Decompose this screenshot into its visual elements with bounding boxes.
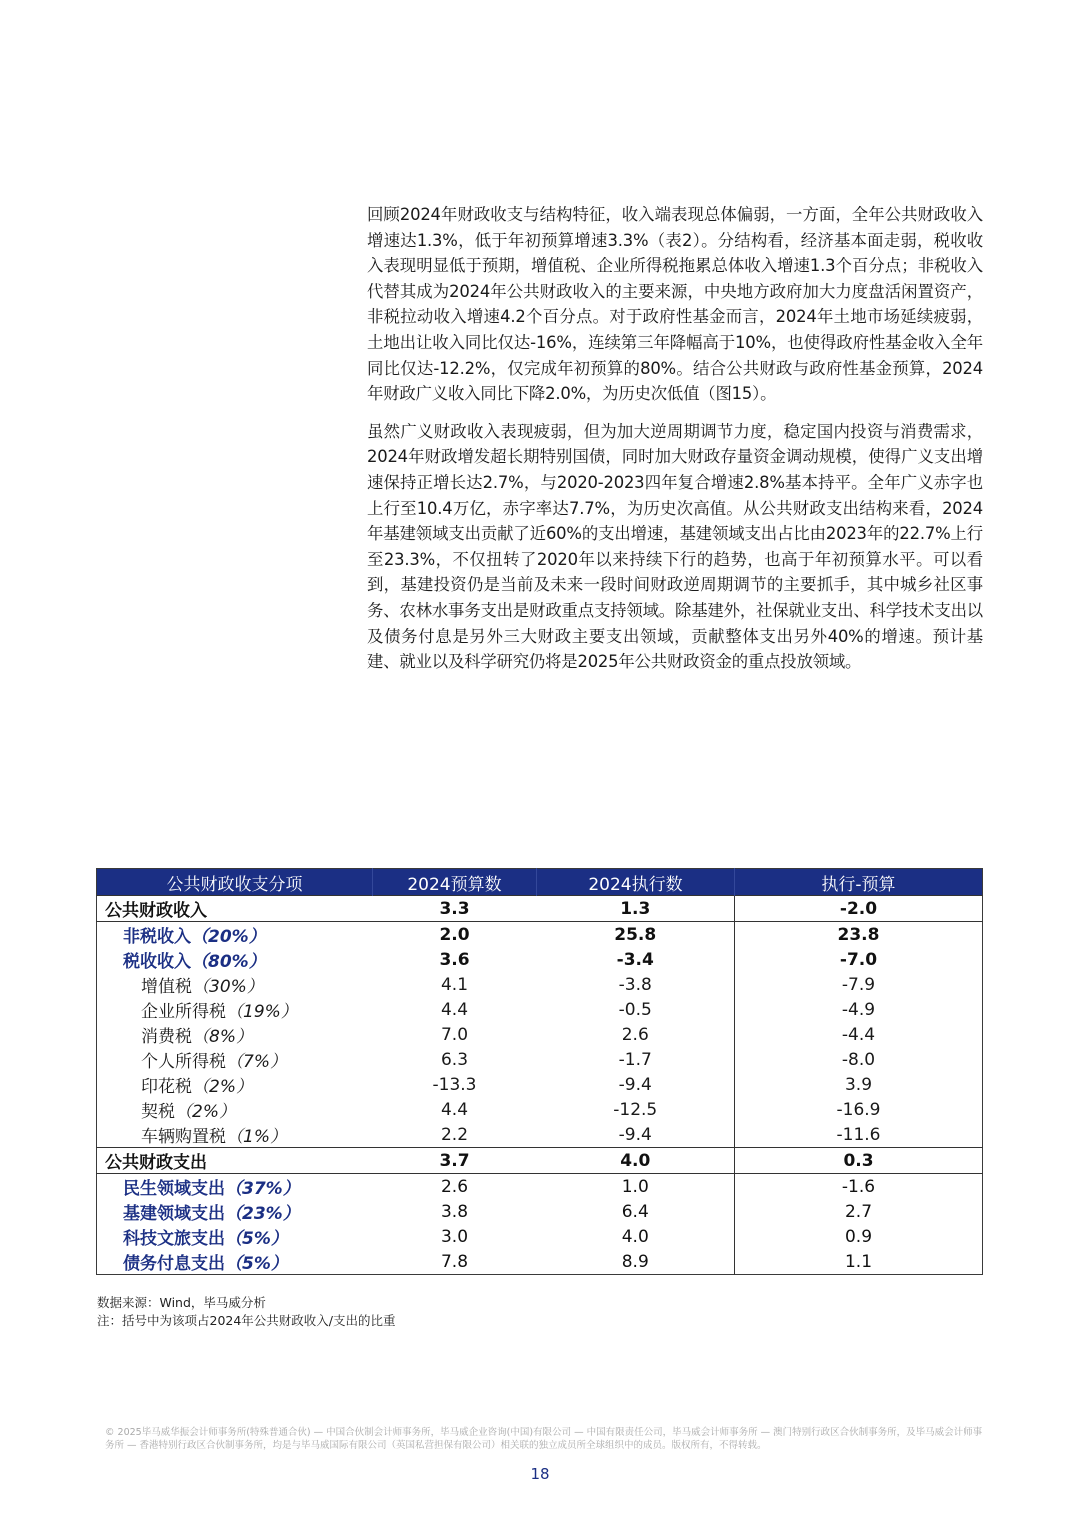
copyright-footer: © 2025毕马威华振会计师事务所(特殊普通合伙) — 中国合伙制会计师事务所，毕马威企业咨询(中国)有限公司 — 中国有限责任公司，毕马威会计师事务所 — 澳门特别行政区合伙制事务所，及毕马威会计师事务所 — 香港特别行政区合伙制事务所，均是与毕马威国际有限公司（英国私营担保有限公司）相关联的独立成员所全球组织中的成员。版权所有，不得转载。 xyxy=(105,1427,983,1451)
table-row xyxy=(97,947,983,972)
row-label xyxy=(97,1072,373,1097)
row-label xyxy=(97,972,373,997)
table-row xyxy=(97,896,983,922)
cell-actual: -3.4 xyxy=(616,949,654,970)
cell-actual: 6.4 xyxy=(621,1201,649,1222)
cell-budget: 3.3 xyxy=(439,898,470,919)
row-name: 非税收入 xyxy=(123,927,191,947)
cell-diff: -7.9 xyxy=(735,972,983,997)
fiscal-table-container xyxy=(96,868,982,1275)
cell-diff: -7.0 xyxy=(735,947,983,972)
row-name: 车辆购置税 xyxy=(141,1127,226,1147)
cell-budget: 2.6 xyxy=(440,1176,469,1197)
cell-actual: -12.5 xyxy=(613,1099,658,1120)
table-row xyxy=(97,972,983,997)
row-name: 债务付息支出 xyxy=(123,1254,225,1274)
table-row xyxy=(97,1122,983,1148)
row-label xyxy=(97,1047,373,1072)
row-name: 消费税 xyxy=(141,1027,192,1047)
header-item: 公共财政收支分项 xyxy=(97,869,373,896)
cell-diff: -2.0 xyxy=(735,896,983,922)
cell-diff: 1.1 xyxy=(735,1249,983,1275)
row-label xyxy=(97,1097,373,1122)
cell-actual: 2.6 xyxy=(621,1024,649,1045)
cell-diff: 2.7 xyxy=(735,1199,983,1224)
cell-budget: 6.3 xyxy=(440,1049,469,1070)
table-row xyxy=(97,1047,983,1072)
cell-actual: -9.4 xyxy=(618,1074,652,1095)
cell-budget: -13.3 xyxy=(432,1074,477,1095)
source-note: 数据来源：Wind，毕马威分析 xyxy=(97,1295,266,1310)
row-name: 个人所得税 xyxy=(141,1052,226,1072)
cell-actual: 25.8 xyxy=(614,924,657,945)
cell-diff: 0.9 xyxy=(735,1224,983,1249)
cell-diff: -11.6 xyxy=(735,1122,983,1148)
cell-budget: 7.0 xyxy=(440,1024,469,1045)
paragraph-2: 虽然广义财政收入表现疲弱，但为加大逆周期调节力度，稳定国内投资与消费需求，2024年财政增发超长期特别国债，同时加大财政存量资金调动规模，使得广义支出增速保持正增长达2.7%，与2020-2023四年复合增速2.8%基本持平。全年广义赤字也上行至10.4万亿，赤字率达7.7%，为历史次高值。从公共财政支出结构来看，2024年基建领域支出贡献了近60%的支出增速，基建领域支出占比由2023年的22.7%上行至23.3%，不仅扭转了2020年以来持续下行的趋势，也高于年初预算水平。可以看到，基建投资仍是当前及未来一段时间财政逆周期调节的主要抓手，其中城乡社区事务、农林水事务支出是财政重点支持领域。除基建外，社保就业支出、科学技术支出以及债务付息是另外三大财政主要支出领域，贡献整体支出另外40%的增速。预计基建、就业以及科学研究仍将是2025年公共财政资金的重点投放领域。 xyxy=(367,421,983,672)
row-share: （37%） xyxy=(225,1179,300,1199)
cell-budget: 3.0 xyxy=(440,1226,469,1247)
table-row xyxy=(97,1174,983,1200)
cell-diff: -1.6 xyxy=(735,1174,983,1200)
cell-actual: -9.4 xyxy=(618,1124,652,1145)
row-share: （5%） xyxy=(225,1229,288,1249)
cell-diff: -4.4 xyxy=(735,1022,983,1047)
row-name: 印花税 xyxy=(141,1077,192,1097)
row-name: 基建领域支出 xyxy=(123,1204,225,1224)
row-name: 税收收入 xyxy=(123,952,191,972)
cell-actual: 1.3 xyxy=(620,898,651,919)
table-row xyxy=(97,1199,983,1224)
bracket-note: 注：括号中为该项占2024年公共财政收入/支出的比重 xyxy=(97,1313,396,1328)
cell-budget: 3.6 xyxy=(439,949,470,970)
cell-diff: -4.9 xyxy=(735,997,983,1022)
row-name: 民生领域支出 xyxy=(123,1179,225,1199)
row-share: （7%） xyxy=(226,1052,287,1072)
paragraph-1: 回顾2024年财政收支与结构特征，收入端表现总体偏弱，一方面，全年公共财政收入增速达1.3%，低于年初预算增速3.3%（表2）。分结构看，经济基本面走弱，税收收入表现明显低于预期，增值税、企业所得税拖累总体收入增速1.3个百分点；非税收入代替其成为2024年公共财政收入的主要来源，中央地方政府加大力度盘活闲置资产，非税拉动收入增速4.2个百分点。对于政府性基金而言，2024年土地市场延续疲弱，土地出让收入同比仅达-16%，连续第三年降幅高于10%，也使得政府性基金收入全年同比仅达-12.2%，仅完成年初预算的80%。结合公共财政与政府性基金预算，2024年财政广义收入同比下降2.0%，为历史次低值（图15）。 xyxy=(367,205,983,404)
row-share: （1%） xyxy=(226,1127,287,1147)
cell-diff: -8.0 xyxy=(735,1047,983,1072)
row-share: （23%） xyxy=(225,1204,300,1224)
row-share: （5%） xyxy=(225,1254,288,1274)
row-label xyxy=(97,1022,373,1047)
cell-actual: 4.0 xyxy=(620,1150,651,1171)
table-row xyxy=(97,1148,983,1174)
page-number: 18 xyxy=(530,1465,550,1483)
cell-budget: 2.2 xyxy=(440,1124,469,1145)
cell-budget: 2.0 xyxy=(439,924,470,945)
fiscal-table xyxy=(96,868,983,1275)
row-label xyxy=(97,1122,373,1148)
row-label xyxy=(97,1249,373,1275)
header-diff: 执行-预算 xyxy=(735,869,983,896)
table-notes xyxy=(97,1294,396,1330)
row-name: 契税 xyxy=(141,1102,175,1122)
table-row xyxy=(97,1022,983,1047)
row-share: （30%） xyxy=(192,977,264,997)
cell-budget: 4.1 xyxy=(440,974,469,995)
cell-diff: 3.9 xyxy=(735,1072,983,1097)
row-label xyxy=(97,1174,373,1200)
cell-actual: -1.7 xyxy=(618,1049,652,1070)
row-name: 企业所得税 xyxy=(141,1002,226,1022)
cell-diff: -16.9 xyxy=(735,1097,983,1122)
row-name: 公共财政支出 xyxy=(105,1153,207,1173)
cell-actual: 1.0 xyxy=(621,1176,649,1197)
table-row xyxy=(97,1097,983,1122)
cell-actual: 8.9 xyxy=(621,1251,649,1272)
row-name: 增值税 xyxy=(141,977,192,997)
row-label xyxy=(97,997,373,1022)
table-row xyxy=(97,922,983,948)
row-share: （8%） xyxy=(192,1027,253,1047)
header-actual: 2024执行数 xyxy=(537,869,735,896)
cell-budget: 4.4 xyxy=(440,1099,469,1120)
table-row xyxy=(97,1072,983,1097)
table-row xyxy=(97,1249,983,1275)
cell-actual: -0.5 xyxy=(618,999,652,1020)
row-share: （19%） xyxy=(226,1002,298,1022)
row-label xyxy=(97,1148,373,1174)
table-row xyxy=(97,997,983,1022)
row-share: （2%） xyxy=(175,1102,236,1122)
row-share: （20%） xyxy=(191,927,266,947)
cell-budget: 7.8 xyxy=(440,1251,469,1272)
cell-actual: 4.0 xyxy=(621,1226,649,1247)
table-header-row xyxy=(97,869,983,896)
row-share: （2%） xyxy=(192,1077,253,1097)
table-row xyxy=(97,1224,983,1249)
cell-actual: -3.8 xyxy=(618,974,652,995)
body-text xyxy=(367,202,983,687)
row-label xyxy=(97,947,373,972)
cell-budget: 3.8 xyxy=(440,1201,469,1222)
cell-budget: 3.7 xyxy=(439,1150,470,1171)
row-label xyxy=(97,1224,373,1249)
cell-diff: 0.3 xyxy=(735,1148,983,1174)
cell-diff: 23.8 xyxy=(735,922,983,948)
row-label xyxy=(97,896,373,922)
cell-budget: 4.4 xyxy=(440,999,469,1020)
row-name: 公共财政收入 xyxy=(105,901,207,921)
header-budget: 2024预算数 xyxy=(373,869,537,896)
row-label xyxy=(97,1199,373,1224)
row-label xyxy=(97,922,373,948)
row-share: （80%） xyxy=(191,952,266,972)
row-name: 科技文旅支出 xyxy=(123,1229,225,1249)
